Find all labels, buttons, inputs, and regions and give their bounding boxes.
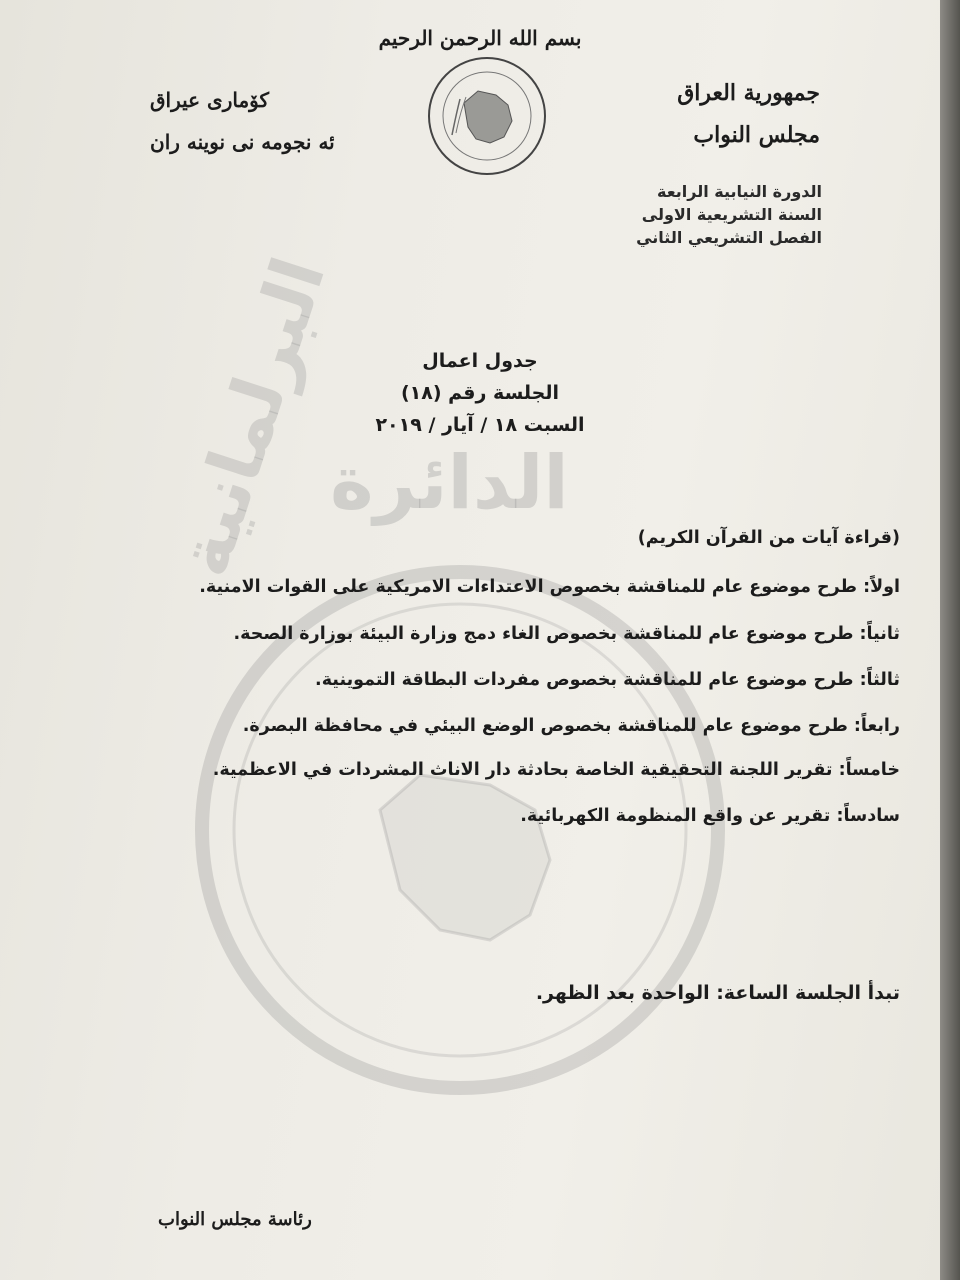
basmala: بسم الله الرحمن الرحيم: [378, 26, 582, 50]
session-chapter: الفصل التشريعي الثاني: [636, 228, 822, 247]
kurdish-country-name: كۆمارى عيراق: [150, 88, 270, 112]
agenda-item-4: رابعاً: طرح موضوع عام للمناقشة بخصوص الوضع البيئي في محافظة البصرة.: [242, 716, 900, 736]
session-start-time: تبدأ الجلسة الساعة: الواحدة بعد الظهر.: [535, 982, 900, 1004]
background-edge: [940, 0, 960, 1280]
agenda-opening: (قراءة آيات من القرآن الكريم): [637, 528, 900, 548]
agenda-item-3: ثالثاً: طرح موضوع عام للمناقشة بخصوص مفردات البطاقة التموينية.: [315, 670, 900, 690]
agenda-item-1: اولاً: طرح موضوع عام للمناقشة بخصوص الاعتداءات الامريكية على القوات الامنية.: [199, 577, 900, 597]
stamp-watermark-text: الدائرة: [330, 440, 569, 526]
arabic-country-name: جمهورية العراق: [677, 80, 820, 106]
kurdish-council-name: ئه نجومه نى نوينه ران: [150, 130, 335, 154]
stamp-watermark-side-text: البرلمانية: [160, 247, 342, 586]
agenda-item-6: سادساً: تقرير عن واقع المنظومة الكهربائية.: [520, 806, 900, 826]
session-date: السبت ١٨ / آيار / ٢٠١٩: [375, 414, 585, 436]
agenda-item-5: خامساً: تقرير اللجنة التحقيقية الخاصة بحادثة دار الاناث المشردات في الاعظمية.: [212, 760, 900, 780]
session-term: الدورة النيابية الرابعة: [657, 182, 822, 201]
agenda-title: جدول اعمال: [422, 350, 538, 372]
agenda-item-2: ثانياً: طرح موضوع عام للمناقشة بخصوص الغاء دمج وزارة البيئة بوزارة الصحة.: [233, 624, 900, 644]
session-number: الجلسة رقم (١٨): [400, 382, 560, 404]
arabic-council-name: مجلس النواب: [693, 122, 820, 148]
parliament-logo-icon: [426, 55, 548, 177]
session-year: السنة التشريعية الاولى: [641, 205, 822, 224]
signature-presidency: رئاسة مجلس النواب: [158, 1209, 312, 1230]
